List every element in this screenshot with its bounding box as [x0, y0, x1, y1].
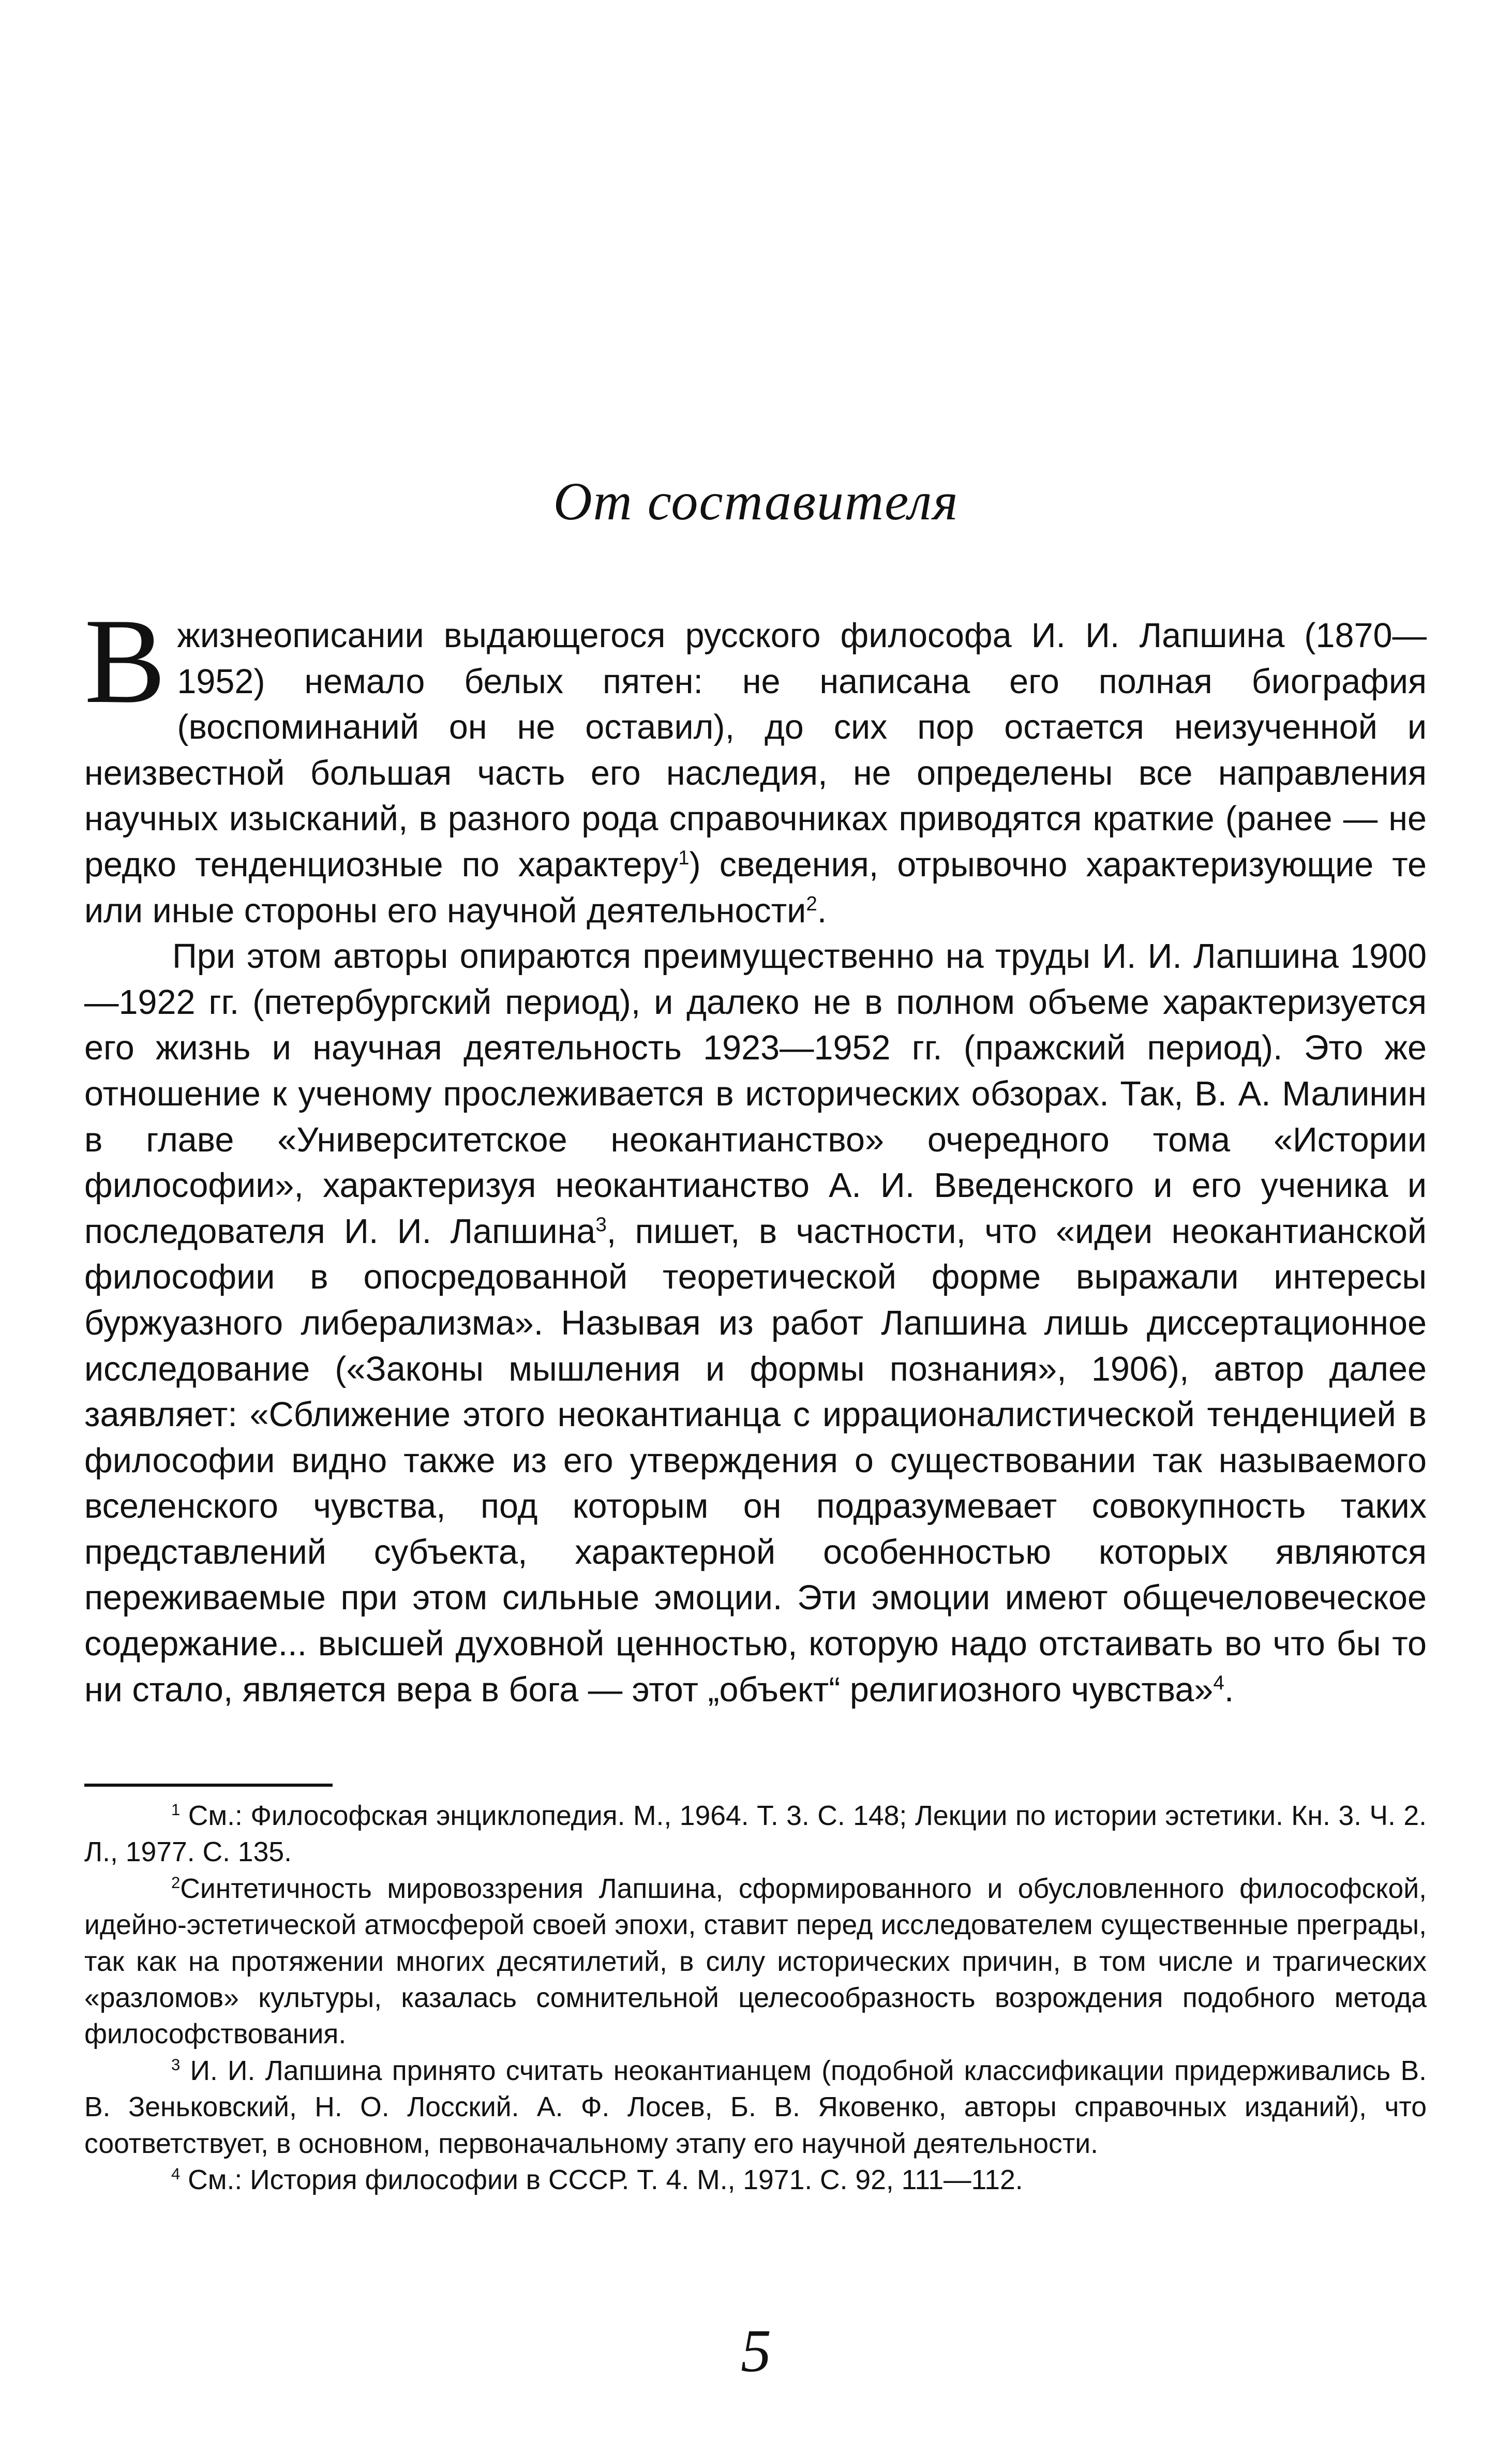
footnote-separator	[84, 1784, 333, 1787]
footnote-ref-3: 3	[595, 1213, 607, 1236]
paragraph-2-text-a: При этом авторы опираются преимущественно на труды И. И. Лапшина 1900—1922 гг. (петербургский период), и далеко не в полном объеме характеризуется его жизнь и научная деятельность 1923—1952 гг. (пражский период). Это же отношение к ученому прослеживается в исторических обзорах. Так, В. А. Малинин в главе «Университетское неокантианство» очередного тома «Истории философии», характеризуя неокантианство А. И. Введенского и его ученика и последователя И. И. Лапшина	[84, 937, 1427, 1251]
drop-cap: В	[84, 594, 166, 729]
footnote-text: См.: Философская энциклопедия. М., 1964. Т. 3. С. 148; Лекции по истории эстетики. Кн. 3. Ч. 2. Л., 1977. С. 135.	[84, 1801, 1427, 1868]
paragraph-2-text-b: , пишет, в частности, что «идеи неокантианской философии в опосредованной теоретической форме выражали интересы буржуазного либерализма». Называя из работ Лапшина лишь диссертационное исследование («Законы мышления и формы познания», 1906), автор далее заявляет: «Сближение этого неокантианца с иррационалистической тенденцией в философии видно также из его утверждения о существовании так называемого вселенского чувства, под которым он подразумевает совокупность таких представлений субъекта, характерной особенностью которых являются переживаемые при этом сильные эмоции. Эти эмоции имеют общечеловеческое содержание... высшей духовной ценностью, которую надо отстаивать во что бы то ни стало, является вера в бога — этот „объект“ религиозного чувства»	[84, 1212, 1427, 1709]
chapter-title: От составителя	[553, 472, 959, 531]
footnote-2	[84, 1871, 1427, 2053]
footnote-mark: 1	[171, 1801, 181, 1819]
footnote-ref-1: 1	[678, 846, 690, 869]
page-number: 5	[741, 2317, 771, 2385]
footnote-mark: 4	[171, 2165, 181, 2183]
footnote-text: И. И. Лапшина принято считать неокантианцем (подобной классификации придерживались В. В. Зеньковский, Н. О. Лосский. А. Ф. Лосев, Б. В. Яковенко, авторы справочных изданий), что соответствует, в основном, первоначальному этапу его научной деятельности.	[84, 2055, 1427, 2159]
footnote-ref-4: 4	[1213, 1671, 1224, 1694]
footnote-text: Синтетичность мировоззрения Лапшина, сформированного и обусловленного философской, идейно-эстетической атмосферой своей эпохи, ставит перед исследователем существенные преграды, так как на протяжении многих десятилетий, в силу исторических причин, в том числе и трагических «разломов» культуры, казалась сомнительной целесообразность возрождения подобного метода философствования.	[84, 1873, 1427, 2050]
footnote-mark: 2	[171, 1873, 181, 1892]
footnote-mark: 3	[171, 2056, 181, 2074]
paragraph-2-text-c: .	[1224, 1670, 1234, 1709]
paragraph-2	[84, 934, 1427, 1713]
paragraph-1	[84, 594, 1427, 934]
paragraph-1-text-a: жизнеописании выдающегося русского философа И. И. Лапшина (1870—1952) немало белых пятен: не написана его полная биография (воспоминаний он не оставил), до сих пор остается неизученной и неизвестной большая часть его наследия, не определены все направления научных изысканий, в разного рода справочниках приводятся краткие (ранее — не редко тенденциозные по характеру	[84, 617, 1427, 884]
footnote-3	[84, 2053, 1427, 2162]
footnotes	[84, 1798, 1427, 2198]
footnote-text: См.: История философии в СССР. Т. 4. М., 1971. С. 92, 111—112.	[180, 2165, 1023, 2196]
footnote-4	[84, 2162, 1427, 2198]
paragraph-1-text-c: .	[817, 891, 827, 930]
paragraph-1-text-b: ) сведения, отрывочно характеризующие те или иные стороны его научной деятельности	[84, 845, 1427, 930]
footnote-1	[84, 1798, 1427, 1871]
footnote-ref-2: 2	[806, 892, 817, 915]
main-text	[84, 594, 1427, 1713]
